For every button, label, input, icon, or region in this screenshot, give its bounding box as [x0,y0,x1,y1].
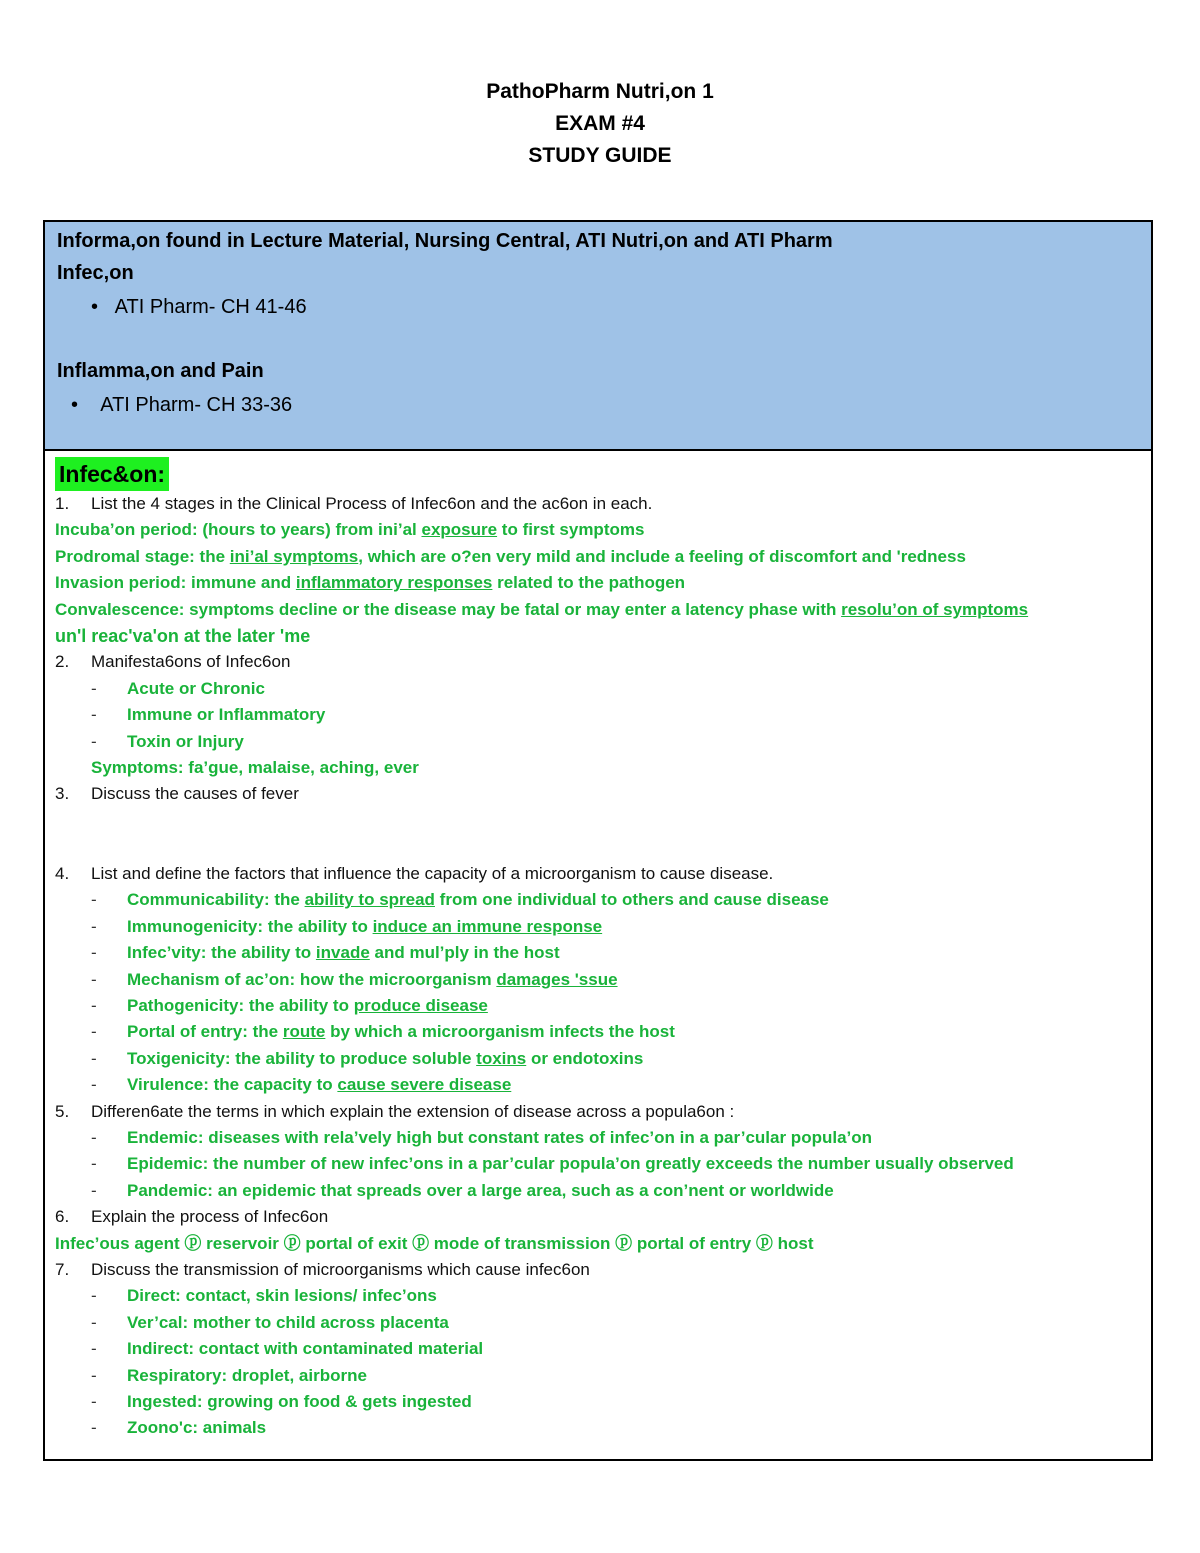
list-item: - Toxin or Injury [91,731,244,751]
list-item: - Ingested: growing on food & gets ingested [91,1392,472,1411]
answer-underline: inflammatory responses [295,573,493,593]
answer-line: un'l reac'va'on at the later 'me [55,626,311,647]
list-item: - Direct: contact, skin lesions/ infec’ons [91,1286,437,1306]
answer-text: and mul’ply in the host [369,943,560,963]
question-1 [55,491,1141,517]
list-item: - Ver’cal: mother to child across placenta [91,1312,449,1332]
question-7 [55,1257,1141,1283]
answer-text: , which are o?en very mild and include a feeling of discomfort and 'redness [358,546,966,566]
list-item: - Pandemic: an epidemic that spreads over a large area, such as a con’nent or worldwide [91,1180,834,1200]
answer-text: Prodromal stage: the [55,546,230,566]
answer-underline: route [282,1022,326,1042]
list-item: - Epidemic: the number of new infec’ons in a par’cular popula’on greatly exceeds the number usually observed [91,1154,1014,1174]
question-text: Discuss the causes of fever [91,784,299,804]
answer-text: Mechanism of ac’on: how the microorganism [127,969,497,989]
inflammation-label: Inflamma,on and Pain [57,360,264,382]
list-item: - Mechanism of ac’on: how the microorganism damages 'ssue [91,969,618,989]
question-text: List and define the factors that influence the capacity of a microorganism to cause disease. [91,863,774,883]
answer-text: Respiratory: droplet, airborne [127,1365,367,1385]
question-6 [55,1204,1141,1230]
list-item: - Immune or Inflammatory [91,705,326,725]
answer-line [55,570,1141,596]
symptoms-line: Symptoms: fa’gue, malaise, aching, ever [91,758,419,778]
answer-line [55,517,1141,543]
question-5 [55,1099,1141,1125]
question-text: Discuss the transmission of microorganisms which cause infec6on [91,1259,590,1279]
list-item: - Pathogenicity: the ability to produce disease [91,995,488,1015]
answer-text: or endotoxins [526,1048,644,1068]
question-number: 5. [55,1101,70,1121]
study-guide-box [43,220,1153,1461]
answer-underline: exposure [421,520,498,540]
answer-text: Toxin or Injury [127,731,244,751]
answer-underline: cause severe disease [337,1075,512,1095]
answer-text: Incuba’on period: (hours to years) from ini’al [55,520,422,540]
course-title: PathoPharm Nutri,on 1 [486,80,714,103]
list-item: - Respiratory: droplet, airborne [91,1365,367,1385]
answer-text: related to the pathogen [492,573,686,593]
answer-text: Immune or Inflammatory [127,705,326,725]
answer-text: Convalescence: symptoms decline or the disease may be fatal or may enter a latency phase with [55,599,842,619]
question-text: Manifesta6ons of Infec6on [91,652,291,672]
infection-bullet: • ATI Pharm- CH 41-46 [91,296,307,318]
question-2 [55,649,1141,675]
question-number: 7. [55,1259,70,1279]
answer-text: to first symptoms [497,520,645,540]
question-text: Explain the process of Infec6on [91,1207,329,1227]
question-3 [55,781,1141,807]
answer-text: Virulence: the capacity to [127,1075,338,1095]
exam-title: EXAM #4 [555,112,645,135]
answer-text: Epidemic: the number of new infec’ons in a par’cular popula’on greatly exceeds the number usually observed [127,1154,1014,1174]
answer-text: Indirect: contact with contaminated material [127,1339,484,1359]
list-item: - Virulence: the capacity to cause severe disease [91,1075,512,1095]
answer-text: Infec’vity: the ability to [127,943,316,963]
answer-text: Ingested: growing on food & gets ingested [127,1392,472,1411]
answer-text: Communicability: the [127,890,305,910]
list-item: - Zoono'c: animals [91,1418,267,1438]
question-number: 6. [55,1207,70,1227]
section-heading: Infec&on: [55,457,169,491]
answer-text: Invasion period: immune and [55,573,296,593]
list-item: - Acute or Chronic [91,678,265,698]
answer-underline: toxins [476,1048,527,1068]
answer-text: Endemic: diseases with rela’vely high but constant rates of infec’on in a par’cular popula’on [127,1127,873,1147]
answer-line [55,544,1141,570]
list-item: - Toxigenicity: the ability to produce soluble toxins or endotoxins [91,1048,644,1068]
answer-underline: ini’al symptoms [229,546,359,566]
answer-text: by which a microorganism infects the host [325,1022,675,1042]
answer-text: Acute or Chronic [127,678,265,698]
answer-underline: invade [315,943,370,963]
info-header [45,222,1151,451]
infection-label: Infec,on [57,262,134,284]
question-text: List the 4 stages in the Clinical Process of Infec6on and the ac6on in each. [91,494,653,513]
answer-text: Pandemic: an epidemic that spreads over a large area, such as a con’nent or worldwide [127,1180,834,1200]
document-title [0,76,1200,172]
answer-underline: resolu’on of symptoms [841,599,1029,619]
answer-underline: damages 'ssue [496,969,618,989]
question-4 [55,861,1141,887]
answer-text: Direct: contact, skin lesions/ infec’ons [127,1286,437,1306]
list-item: - Infec’vity: the ability to invade and mul’ply in the host [91,943,560,963]
inflammation-bullet-text: ATI Pharm- CH 33-36 [100,394,293,416]
answer-underline: ability to spread [304,890,435,910]
list-item: - Endemic: diseases with rela’vely high but constant rates of infec’on in a par’cular popula’on [91,1127,873,1147]
list-item: - Portal of entry: the route by which a microorganism infects the host [91,1022,675,1042]
answer-underline: produce disease [353,995,488,1015]
answer-line [55,597,1141,623]
list-item: - Indirect: contact with contaminated material [91,1339,484,1359]
list-item: - Immunogenicity: the ability to induce an immune response [91,916,603,936]
content-area [45,451,1151,1442]
answer-text: Pathogenicity: the ability to [127,995,354,1015]
answer-text: Immunogenicity: the ability to [127,916,373,936]
list-item: - Communicability: the ability to spread from one individual to others and cause disease [91,890,829,910]
answer-underline: induce an immune response [372,916,603,936]
question-text: Differen6ate the terms in which explain the extension of disease across a popula6on : [91,1101,735,1121]
inflammation-bullet: • ATI Pharm- CH 33-36 [71,394,293,416]
question-number: 3. [55,784,70,804]
process-chain: Infec’ous agent ⓟ reservoir ⓟ portal of exit ⓟ mode of transmission ⓟ portal of entry ⓟ host [55,1233,814,1253]
answer-text: Ver’cal: mother to child across placenta [127,1312,449,1332]
infection-bullet-text: ATI Pharm- CH 41-46 [114,296,307,318]
guide-title: STUDY GUIDE [528,144,672,167]
question-number: 2. [55,652,70,672]
answer-text: from one individual to others and cause disease [434,890,829,910]
info-heading: Informa,on found in Lecture Material, Nursing Central, ATI Nutri,on and ATI Pharm [57,230,833,252]
question-number: 1. [55,494,70,513]
answer-text: Zoono'c: animals [127,1418,267,1438]
answer-text: Toxigenicity: the ability to produce soluble [127,1048,477,1068]
answer-text: Portal of entry: the [127,1022,283,1042]
question-number: 4. [55,863,70,883]
